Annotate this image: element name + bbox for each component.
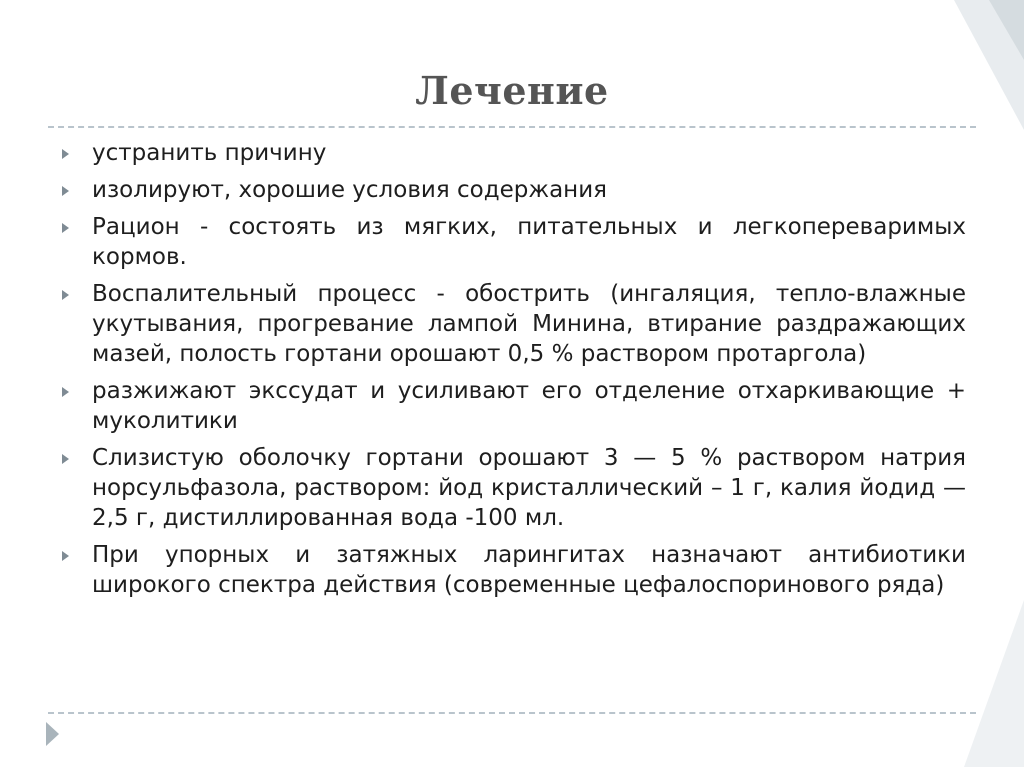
triangle-right-icon (62, 551, 69, 561)
triangle-right-icon (62, 223, 69, 233)
list-item (62, 540, 966, 600)
list-item (62, 138, 966, 168)
list-item (62, 376, 966, 436)
bottom-divider (48, 712, 976, 714)
triangle-right-icon (62, 290, 69, 300)
list-item (62, 175, 966, 205)
list-item-text: При упорных и затяжных ларингитах назначают антибиотики широкого спектра действия (современные цефалоспоринового ряда) (92, 542, 966, 598)
list-item-text: разжижают экссудат и усиливают его отделение отхаркивающие + муколитики (92, 378, 966, 434)
list-item-text: изолируют, хорошие условия содержания (92, 177, 607, 203)
list-item-text: Рацион - состоять из мягких, питательных и легкопереваримых кормов. (92, 214, 966, 270)
list-item (62, 279, 966, 369)
bullet-list (62, 138, 966, 600)
triangle-right-icon (62, 387, 69, 397)
play-arrow-icon[interactable] (46, 722, 59, 746)
content-area (62, 138, 966, 607)
triangle-right-icon (62, 186, 69, 196)
list-item-text: устранить причину (92, 140, 327, 166)
list-item-text: Слизистую оболочку гортани орошают 3 — 5 % раствором натрия норсульфазола, раствором: йод кристаллический – 1 г, калия йодид — 2,5 г, дистиллированная вода -100 мл. (92, 445, 966, 531)
list-item-text: Воспалительный процесс - обострить (ингаляция, тепло-влажные укутывания, прогревание лампой Минина, втирание раздражающих мазей, полость гортани орошают 0,5 % раствором протаргола) (92, 281, 966, 367)
triangle-right-icon (62, 149, 69, 159)
triangle-right-icon (62, 454, 69, 464)
slide-title: Лечение (415, 68, 609, 113)
top-divider (48, 126, 976, 128)
list-item (62, 212, 966, 272)
list-item (62, 443, 966, 533)
